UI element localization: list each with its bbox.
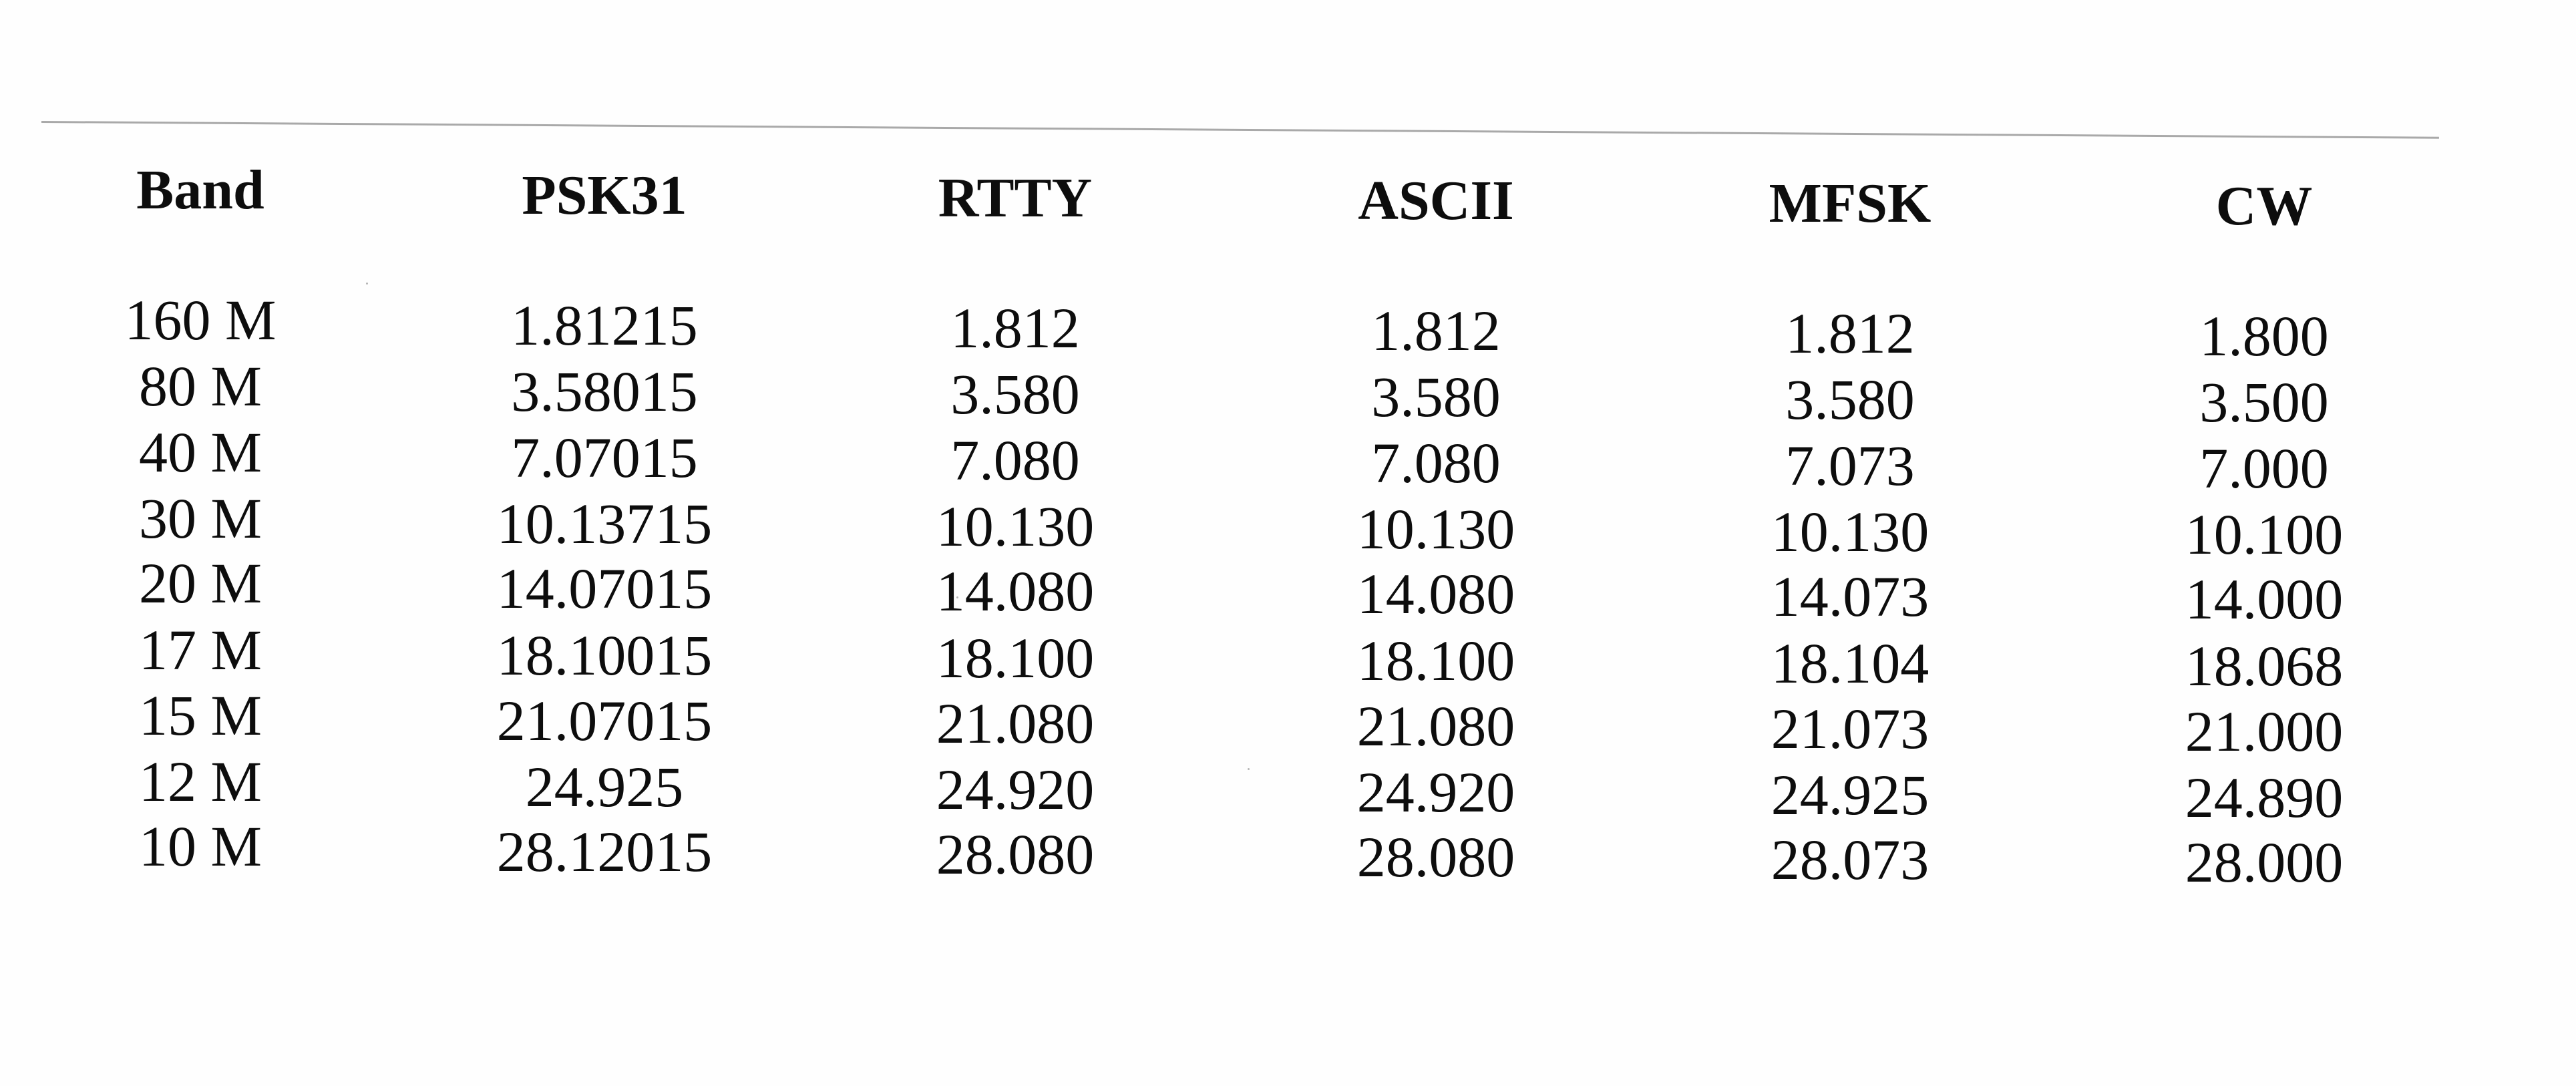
frequency-cell: 21.07015 <box>496 689 713 753</box>
frequency-cell: 24.920 <box>1356 760 1515 824</box>
frequency-cell: 24.920 <box>936 757 1095 822</box>
column-header-mfsk: MFSK <box>1769 172 1931 234</box>
frequency-cell: 28.080 <box>936 822 1095 886</box>
frequency-cell: 10.13715 <box>496 492 713 556</box>
frequency-cell: 10.130 <box>1356 497 1515 561</box>
frequency-cell: 3.580 <box>1785 367 1915 431</box>
band-label: 80 M <box>139 354 262 418</box>
frequency-cell: 24.890 <box>2185 765 2344 830</box>
frequency-cell: 1.800 <box>2199 304 2329 368</box>
frequency-cell: 7.000 <box>2199 436 2329 500</box>
frequency-cell: 18.068 <box>2185 634 2344 698</box>
frequency-cell: 7.073 <box>1785 433 1915 498</box>
frequency-cell: 14.080 <box>1356 562 1515 626</box>
frequency-cell: 10.100 <box>2185 502 2344 566</box>
frequency-cell: 21.080 <box>1356 694 1515 758</box>
frequency-cell: 14.073 <box>1771 564 1929 628</box>
frequency-cell: 18.10015 <box>496 623 713 687</box>
frequency-cell: 7.080 <box>1371 431 1501 495</box>
column-header-band: Band <box>136 159 264 221</box>
frequency-cell: 3.500 <box>2199 370 2329 434</box>
band-label: 20 M <box>139 551 262 615</box>
frequency-cell: 10.130 <box>1771 500 1929 564</box>
frequency-cell: 18.100 <box>1356 628 1515 693</box>
frequency-cell: 28.073 <box>1771 828 1929 892</box>
frequency-cell: 1.81215 <box>511 293 698 357</box>
frequency-cell: 3.580 <box>950 362 1080 426</box>
frequency-cell: 18.100 <box>936 626 1095 690</box>
band-label: 160 M <box>124 288 277 352</box>
frequency-cell: 21.000 <box>2185 699 2344 763</box>
column-header-cw: CW <box>2215 175 2313 237</box>
frequency-cell: 21.080 <box>936 691 1095 755</box>
frequency-cell: 3.58015 <box>511 359 698 423</box>
band-label: 15 M <box>139 683 262 747</box>
frequency-cell: 1.812 <box>1371 299 1501 363</box>
band-label: 10 M <box>139 814 262 878</box>
column-header-rtty: RTTY <box>938 167 1093 229</box>
frequency-cell: 28.080 <box>1356 825 1515 889</box>
frequency-cell: 1.812 <box>1785 301 1915 365</box>
frequency-cell: 10.130 <box>936 494 1095 558</box>
column-header-ascii: ASCII <box>1358 170 1514 232</box>
column-header-psk31: PSK31 <box>522 164 687 226</box>
frequency-cell: 28.000 <box>2185 830 2344 894</box>
frequency-cell: 7.080 <box>950 428 1080 492</box>
frequency-cell: 3.580 <box>1371 365 1501 429</box>
band-label: 12 M <box>139 749 262 813</box>
frequency-cell: 21.073 <box>1771 697 1929 761</box>
band-label: 17 M <box>139 618 262 682</box>
frequency-cell: 7.07015 <box>511 425 698 490</box>
frequency-cell: 24.925 <box>525 755 684 819</box>
band-label: 40 M <box>139 420 262 484</box>
frequency-cell: 28.12015 <box>496 820 713 884</box>
frequency-cell: 18.104 <box>1771 631 1929 695</box>
band-label: 30 M <box>139 486 262 550</box>
frequency-cell: 24.925 <box>1771 763 1929 827</box>
frequency-cell: 14.07015 <box>496 556 713 620</box>
frequency-cell: 1.812 <box>950 296 1080 360</box>
frequency-cell: 14.080 <box>936 559 1095 623</box>
frequency-cell: 14.000 <box>2185 567 2344 631</box>
